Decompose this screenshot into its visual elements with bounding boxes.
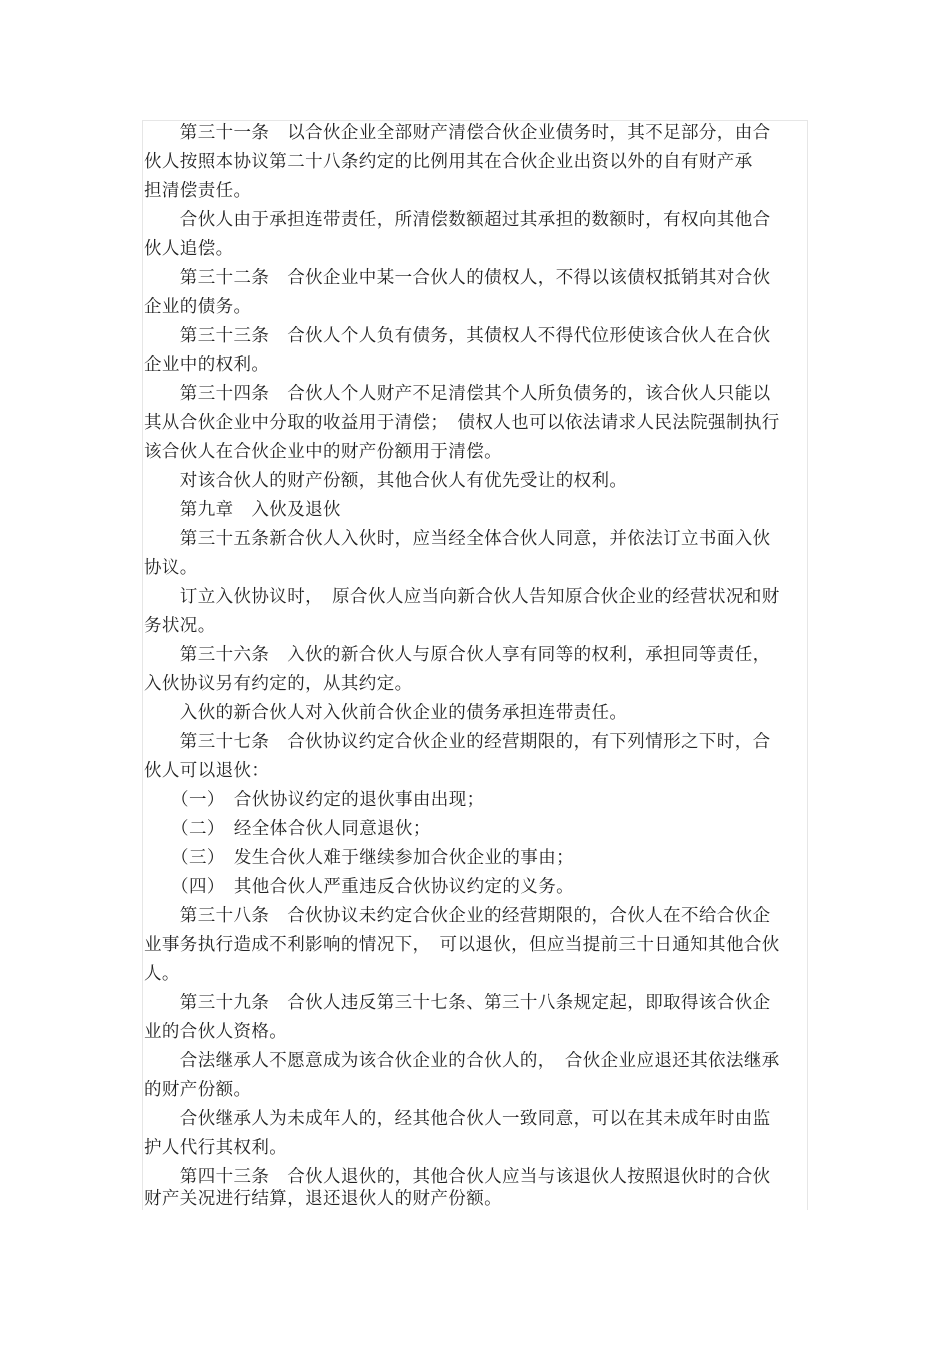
text-line: 第三十七条 合伙协议约定合伙企业的经营期限的，有下列情形之下时，合 [144, 732, 771, 752]
text-line: 人。 [144, 964, 180, 984]
text-line: 第三十四条 合伙人个人财产不足清偿其个人所负债务的，该合伙人只能以 [144, 384, 771, 404]
text-line: 合伙人由于承担连带责任，所清偿数额超过其承担的数额时，有权向其他合 [144, 210, 771, 230]
list-item: （四） 其他合伙人严重违反合伙协议约定的义务。 [144, 877, 574, 897]
text-line: 伙人可以退伙： [144, 761, 270, 781]
text-line: 务状况。 [144, 616, 216, 636]
text-line: 伙人按照本协议第二十八条约定的比例用其在合伙企业出资以外的自有财产承 [144, 152, 753, 172]
text-line: 第三十九条 合伙人违反第三十七条、第三十八条规定起，即取得该合伙企 [144, 993, 771, 1013]
text-line: 对该合伙人的财产份额，其他合伙人有优先受让的权利。 [144, 471, 628, 491]
text-line: 订立入伙协议时， 原合伙人应当向新合伙人告知原合伙企业的经营状况和财 [144, 587, 780, 607]
text-line: 合法继承人不愿意成为该合伙企业的合伙人的， 合伙企业应退还其依法继承 [144, 1051, 780, 1071]
text-line: 护人代行其权利。 [144, 1138, 288, 1158]
text-line: 第三十二条 合伙企业中某一合伙人的债权人，不得以该债权抵销其对合伙 [144, 268, 771, 288]
text-line: 第四十三条 合伙人退伙的，其他合伙人应当与该退伙人按照退伙时的合伙 [144, 1167, 771, 1187]
text-line: 该合伙人在合伙企业中的财产份额用于清偿。 [144, 442, 502, 462]
text-line: 第三十五条新合伙人入伙时，应当经全体合伙人同意，并依法订立书面入伙 [144, 529, 771, 549]
text-line: 业的合伙人资格。 [144, 1022, 288, 1042]
text-line: 担清偿责任。 [144, 181, 252, 201]
list-item: （二） 经全体合伙人同意退伙； [144, 819, 431, 839]
text-line: 伙人追偿。 [144, 239, 234, 259]
text-line: 业事务执行造成不利影响的情况下， 可以退伙，但应当提前三十日通知其他合伙 [144, 935, 780, 955]
list-item: （一） 合伙协议约定的退伙事由出现； [144, 790, 485, 810]
text-line: 第三十六条 入伙的新合伙人与原合伙人享有同等的权利，承担同等责任， [144, 645, 771, 665]
text-line: 的财产份额。 [144, 1080, 252, 1100]
text-line: 其从合伙企业中分取的收益用于清偿； 债权人也可以依法请求人民法院强制执行 [144, 413, 780, 433]
text-line: 企业的债务。 [144, 297, 252, 317]
list-item: （三） 发生合伙人难于继续参加合伙企业的事由； [144, 848, 574, 868]
text-line: 协议。 [144, 558, 198, 578]
text-line: 财产关况进行结算，退还退伙人的财产份额。 [144, 1189, 502, 1209]
text-line: 第三十一条 以合伙企业全部财产清偿合伙企业债务时，其不足部分，由合 [144, 123, 771, 143]
text-line: 企业中的权利。 [144, 355, 270, 375]
text-line: 入伙协议另有约定的，从其约定。 [144, 674, 413, 694]
text-line: 第三十三条 合伙人个人负有债务，其债权人不得代位形使该合伙人在合伙 [144, 326, 771, 346]
text-line: 第三十八条 合伙协议未约定合伙企业的经营期限的，合伙人在不给合伙企 [144, 906, 771, 926]
chapter-heading: 第九章 入伙及退伙 [144, 500, 341, 520]
text-line: 合伙继承人为未成年人的，经其他合伙人一致同意，可以在其未成年时由监 [144, 1109, 771, 1129]
text-line: 入伙的新合伙人对入伙前合伙企业的债务承担连带责任。 [144, 703, 628, 723]
